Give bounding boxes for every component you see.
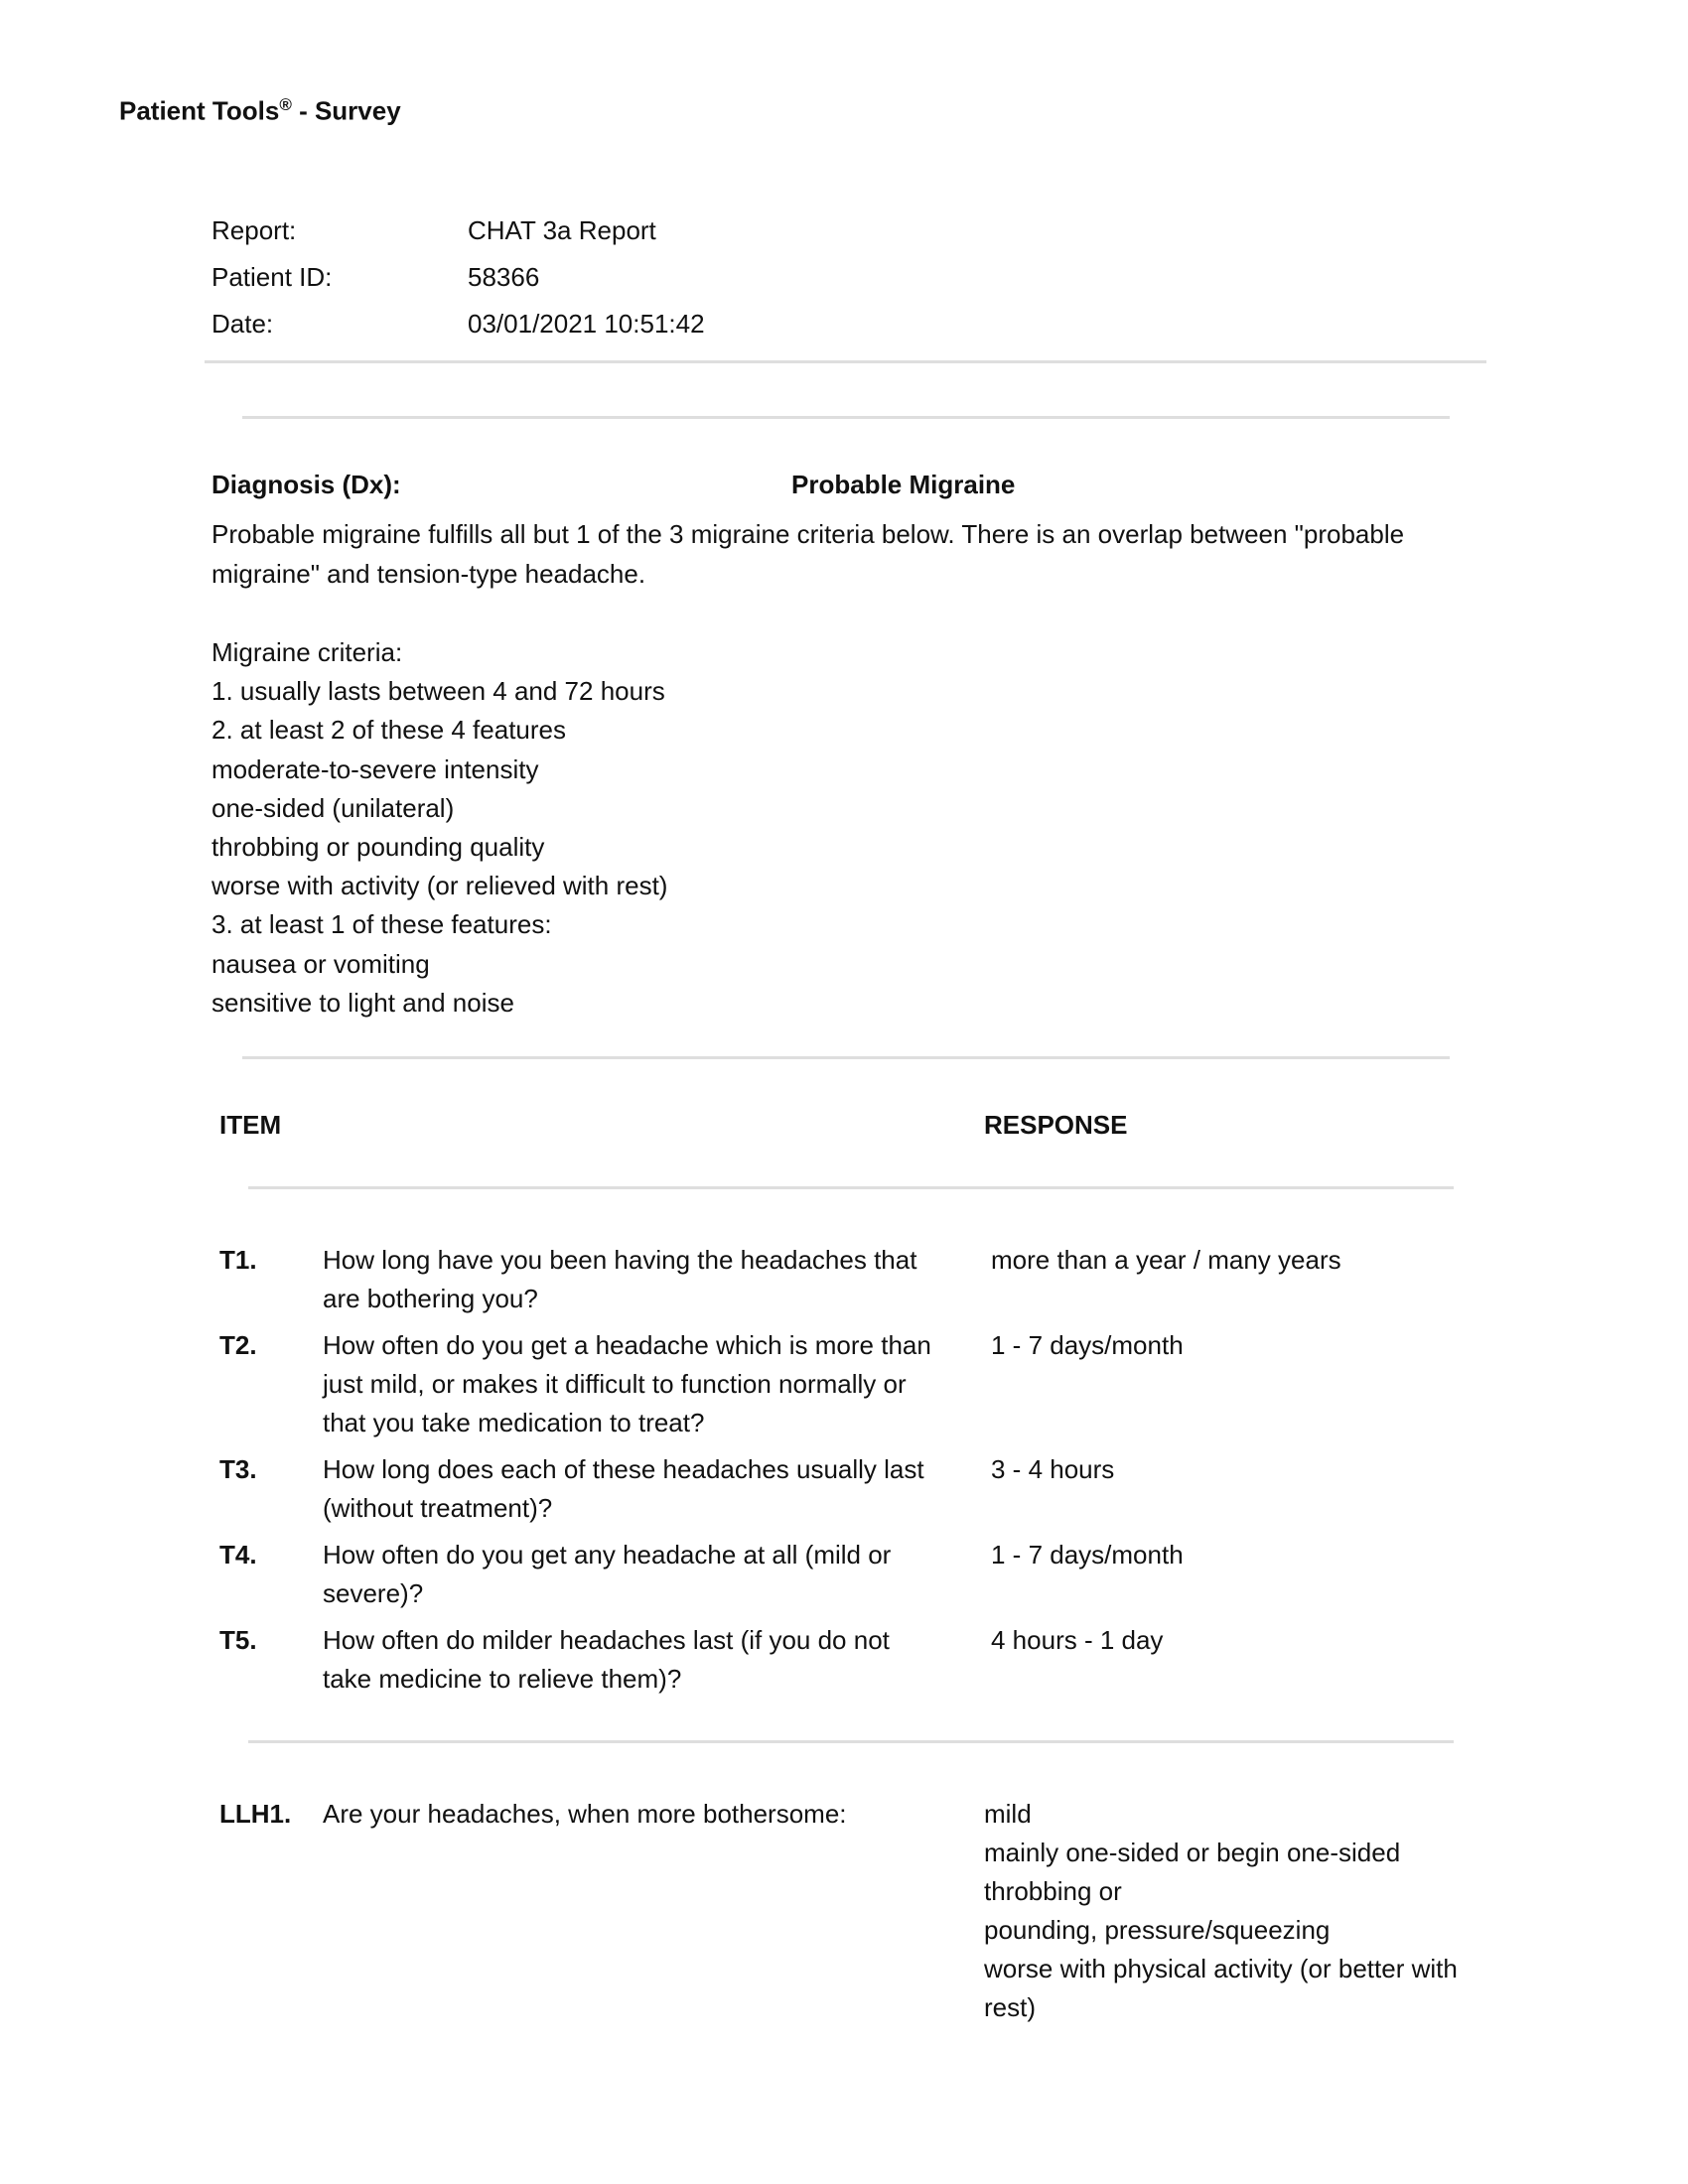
criteria-line: sensitive to light and noise: [211, 987, 514, 1018]
response-line: throbbing or: [984, 1876, 1122, 1906]
item-column-header: ITEM: [219, 1110, 282, 1140]
date-value: 03/01/2021 10:51:42: [468, 309, 705, 339]
diagnosis-value: Probable Migraine: [791, 470, 1016, 499]
response-line: mild: [984, 1799, 1032, 1829]
item-response: 4 hours - 1 day: [991, 1625, 1164, 1655]
criteria-line: 2. at least 2 of these 4 features: [211, 715, 567, 746]
title-prefix: Patient Tools: [119, 95, 280, 126]
item-responses: [984, 1795, 1500, 2027]
item-response: 3 - 4 hours: [991, 1454, 1115, 1484]
item-question: How long have you been having the headaches that are bothering you?: [323, 1245, 917, 1313]
item-question: How often do milder headaches last (if you do not take medicine to relieve them)?: [323, 1625, 890, 1694]
response-column-header: RESPONSE: [984, 1110, 1128, 1140]
criteria-line: one-sided (unilateral): [211, 792, 455, 823]
criteria-line: 3. at least 1 of these features:: [211, 909, 552, 940]
item-question: How often do you get any headache at all (mild or severe)?: [323, 1540, 892, 1608]
criteria-line: nausea or vomiting: [211, 948, 430, 979]
item-code: T3.: [219, 1454, 257, 1484]
header-divider: [248, 1186, 1454, 1189]
migraine-criteria: [211, 633, 667, 1023]
item-code: T2.: [219, 1330, 257, 1360]
table-divider: [248, 1740, 1454, 1743]
item-response: 1 - 7 days/month: [991, 1330, 1184, 1360]
patient-id-value: 58366: [468, 262, 540, 292]
item-code: T1.: [219, 1245, 257, 1275]
response-line: pounding, pressure/squeezing: [984, 1915, 1331, 1945]
report-value: CHAT 3a Report: [468, 215, 656, 245]
section-divider: [242, 416, 1450, 419]
item-question: How long does each of these headaches usually last (without treatment)?: [323, 1454, 924, 1523]
criteria-line: worse with activity (or relieved with rest): [211, 871, 668, 901]
meta-divider: [205, 360, 1486, 363]
criteria-line: moderate-to-severe intensity: [211, 753, 539, 784]
report-label: Report:: [211, 215, 297, 245]
item-code: T5.: [219, 1625, 257, 1655]
registered-mark: ®: [279, 95, 292, 114]
date-label: Date:: [211, 309, 274, 339]
page-title: [119, 95, 401, 127]
response-line: mainly one-sided or begin one-sided: [984, 1838, 1401, 1867]
item-question: How often do you get a headache which is more than just mild, or makes it difficult to function normally or that you take medication to treat?: [323, 1330, 931, 1437]
diagnosis-description: Probable migraine fulfills all but 1 of the 3 migraine criteria below. There is an overlap between "probable migraine" and tension-type headache.: [211, 519, 1405, 589]
response-line: worse with physical activity (or better with rest): [984, 1954, 1458, 2022]
criteria-line: 1. usually lasts between 4 and 72 hours: [211, 676, 665, 707]
item-question: Are your headaches, when more bothersome:: [323, 1799, 847, 1829]
item-response: 1 - 7 days/month: [991, 1540, 1184, 1570]
criteria-heading: Migraine criteria:: [211, 637, 403, 667]
diagnosis-label: Diagnosis (Dx):: [211, 470, 401, 499]
item-code: T4.: [219, 1540, 257, 1570]
patient-id-label: Patient ID:: [211, 262, 333, 292]
criteria-line: throbbing or pounding quality: [211, 832, 545, 863]
title-suffix: - Survey: [291, 95, 401, 126]
item-response: more than a year / many years: [991, 1245, 1341, 1275]
item-code: LLH1.: [219, 1799, 292, 1829]
criteria-divider: [242, 1056, 1450, 1059]
